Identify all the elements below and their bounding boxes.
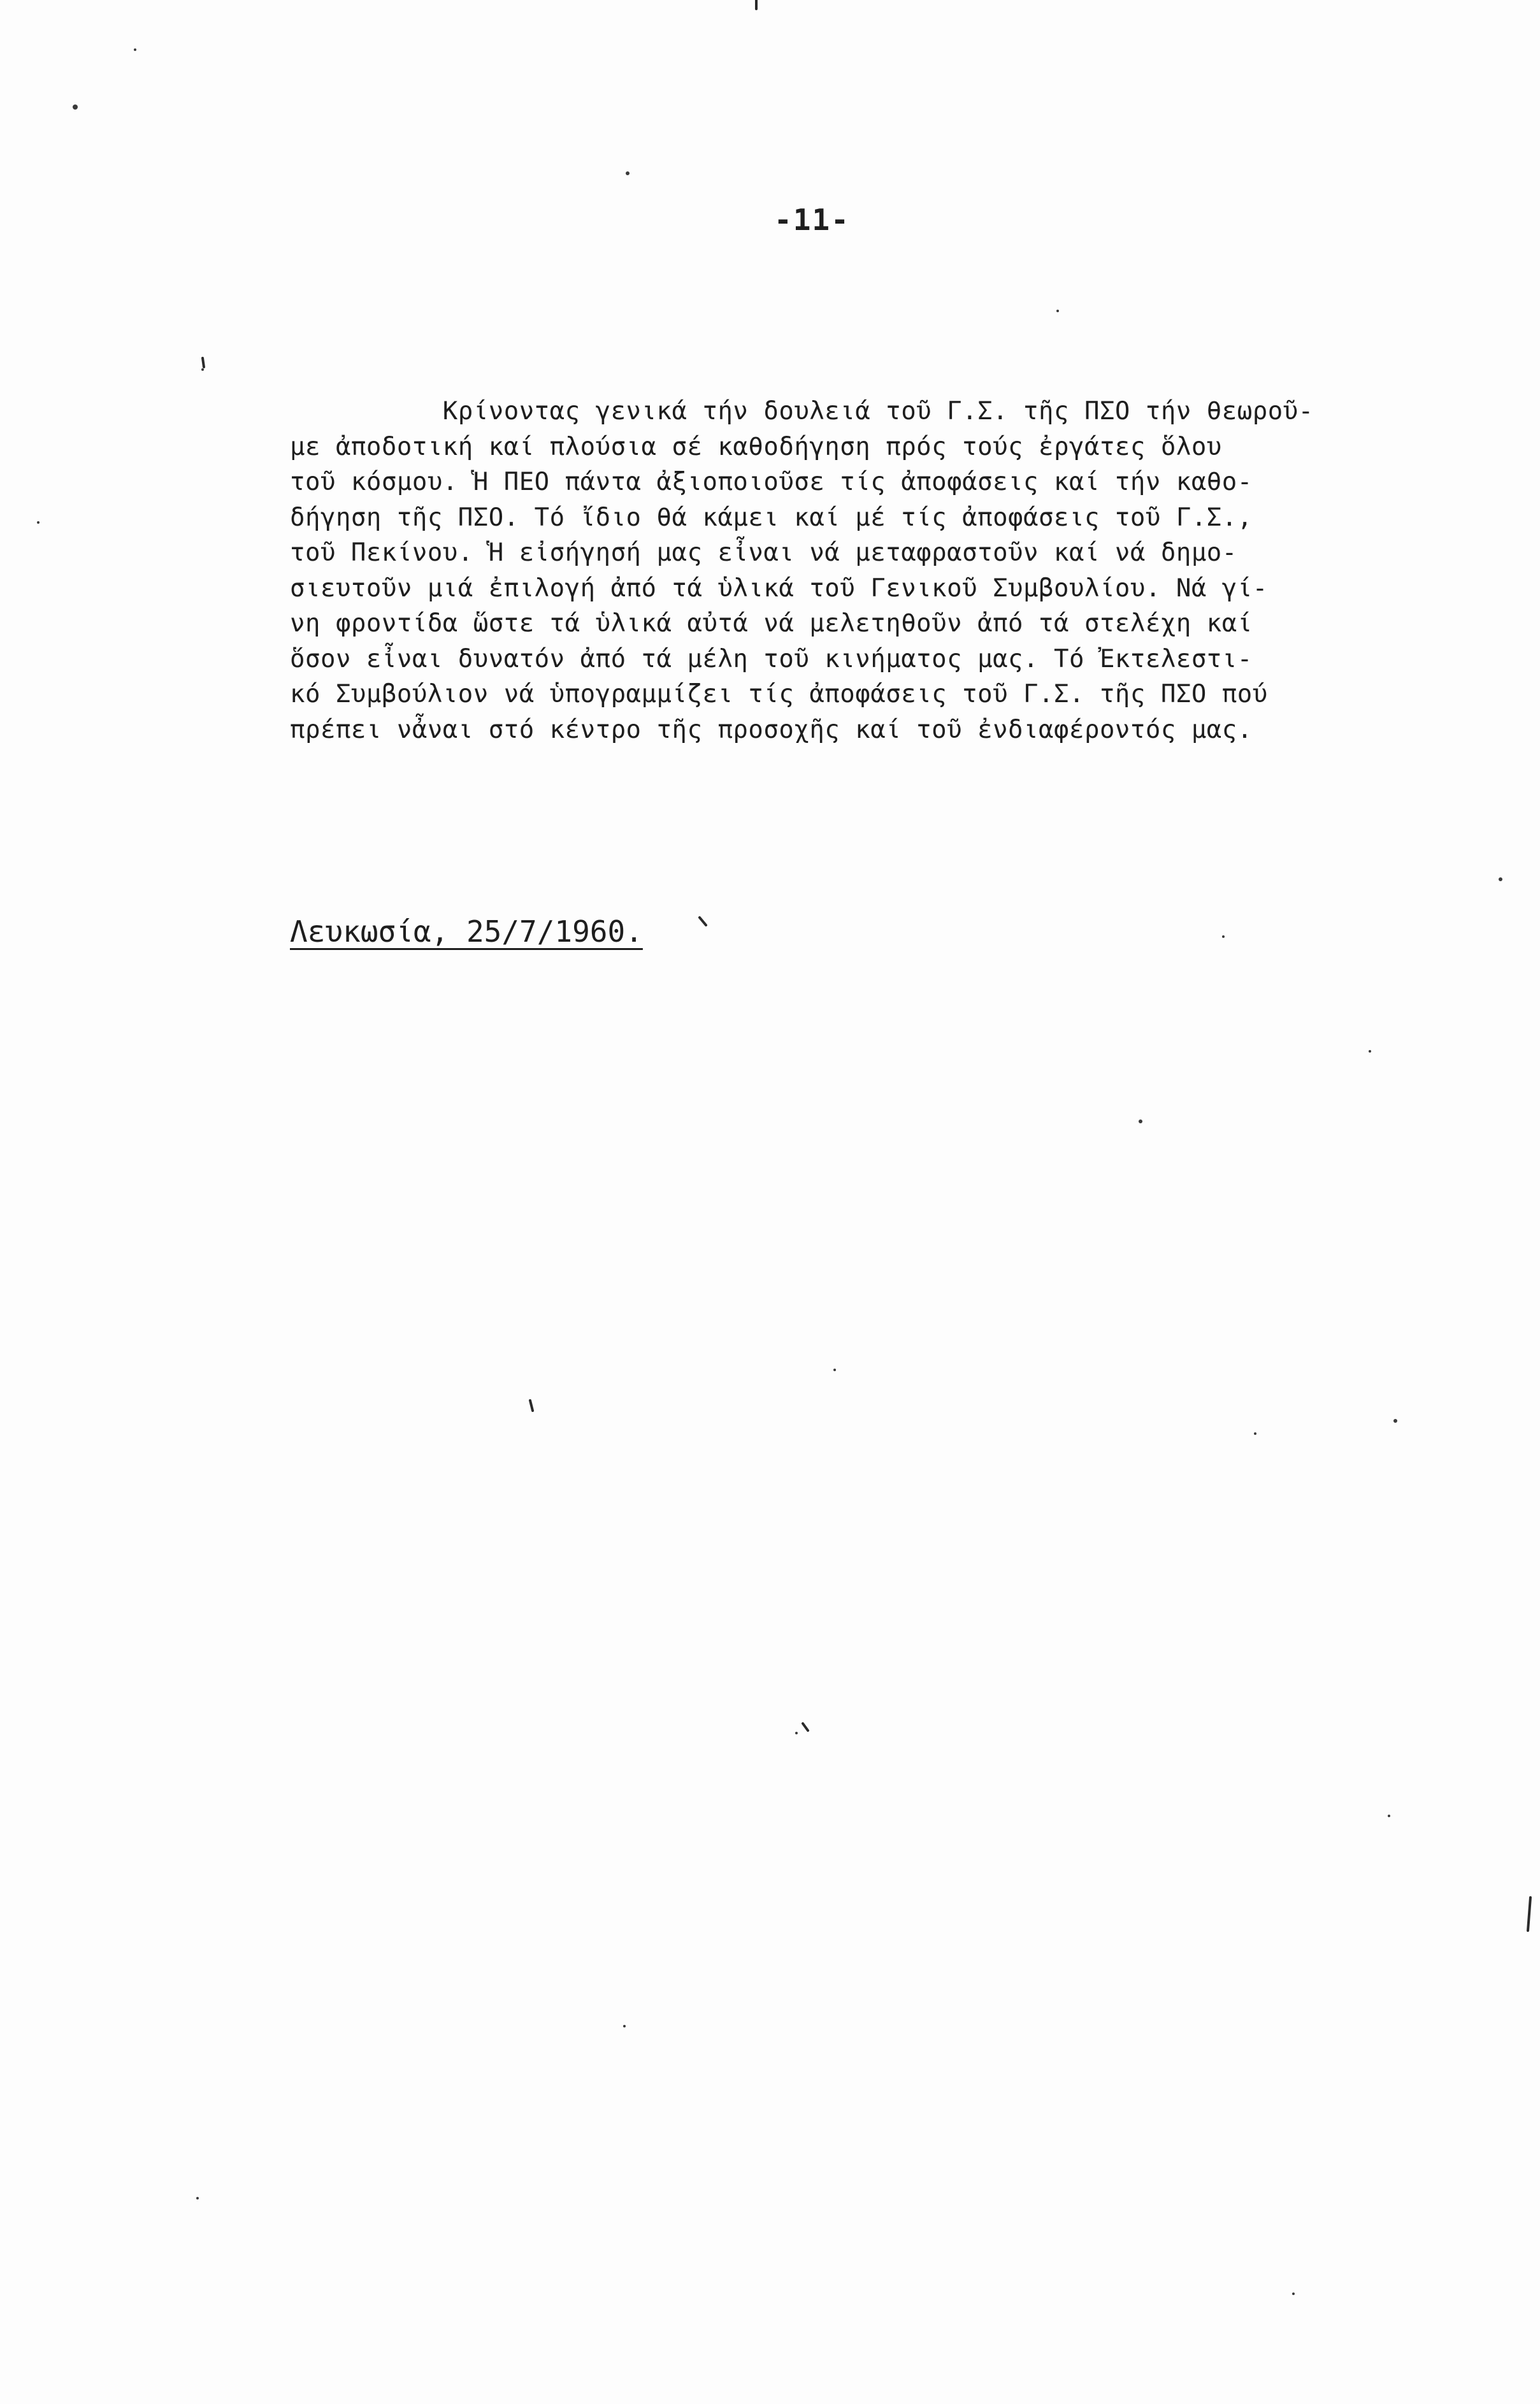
paragraph-line: κό Συμβούλιον νά ὑπογραμμίζει τίς ἀποφάσεις τοῦ Γ.Σ. τῆς ΠΣΟ πού bbox=[290, 680, 1268, 709]
body-paragraph bbox=[290, 394, 1386, 747]
paragraph-line: νη φροντίδα ὥστε τά ὑλικά αὐτά νά μελετηθοῦν ἀπό τά στελέχη καί bbox=[290, 609, 1253, 638]
paragraph-line: με ἀποδοτική καί πλούσια σέ καθοδήγηση πρός τούς ἐργάτες ὅλου bbox=[290, 432, 1222, 461]
page-number: -11- bbox=[774, 203, 850, 237]
place-and-date: Λευκωσία, 25/7/1960. bbox=[290, 914, 643, 949]
paragraph-line: ὅσον εἶναι δυνατόν ἀπό τά μέλη τοῦ κινήματος μας. Τό Ἐκτελεστι- bbox=[290, 644, 1253, 673]
paragraph-line: πρέπει νἆναι στό κέντρο τῆς προσοχῆς καί τοῦ ἐνδιαφέροντός μας. bbox=[290, 715, 1253, 744]
paragraph-line: σιευτοῦν μιά ἐπιλογή ἀπό τά ὑλικά τοῦ Γενικοῦ Συμβουλίου. Νά γί- bbox=[290, 573, 1268, 603]
paragraph-line: τοῦ Πεκίνου. Ἡ εἰσήγησή μας εἶναι νά μεταφραστοῦν καί νά δημο- bbox=[290, 538, 1237, 567]
paragraph-line: δήγηση τῆς ΠΣΟ. Τό ἴδιο θά κάμει καί μέ τίς ἀποφάσεις τοῦ Γ.Σ., bbox=[290, 503, 1253, 532]
paragraph-line: τοῦ κόσμου. Ἡ ΠΕΟ πάντα ἀξιοποιοῦσε τίς ἀποφάσεις καί τήν καθο- bbox=[290, 468, 1253, 496]
paragraph-line: Κρίνοντας γενικά τήν δουλειά τοῦ Γ.Σ. τῆς ΠΣΟ τήν θεωροῦ- bbox=[290, 397, 1314, 426]
